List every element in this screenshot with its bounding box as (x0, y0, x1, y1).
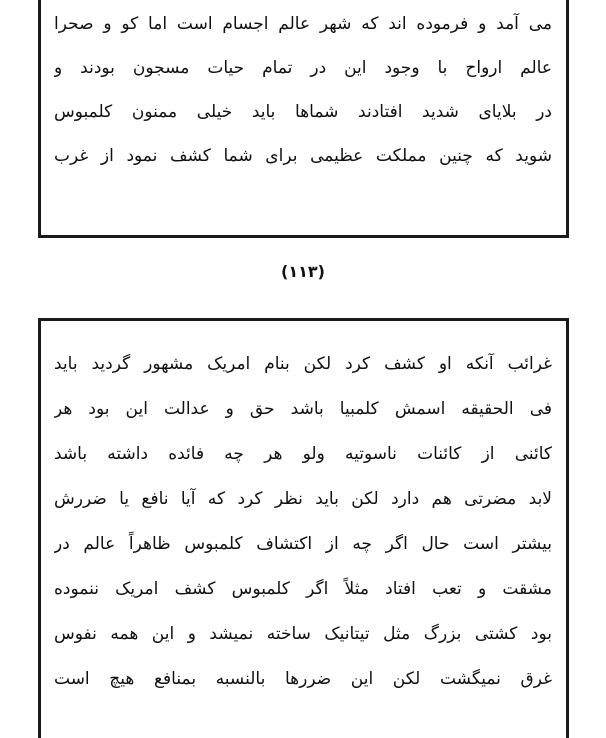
lower-text-block (54, 342, 552, 702)
text-line: غرق نمیگشت لکن این ضررها بالنسبه بمنافع هیچ است (54, 669, 552, 689)
page-number: (۱۱۳) (281, 262, 325, 281)
upper-text-block (54, 2, 552, 178)
text-line: بود کشتی بزرگ مثل تیتانیک ساخته نمیشد و این همه نفوس (54, 624, 552, 644)
text-line: می آمد و فرموده اند که شهر عالم اجسام است اما کو و صحرا (54, 14, 552, 34)
text-line: بیشتر است حال اگر چه از اکتشاف کلمبوس ظاهراً عالم در (54, 534, 552, 554)
text-line: عالم ارواح با وجود این در تمام حیات مسجون بودند و (54, 58, 552, 78)
text-line: لابد مضرتی هم دارد لکن باید نظر کرد که آیا نافع یا ضررش (54, 489, 552, 509)
text-line: در بلایای شدید افتادند شماها باید خیلی ممنون کلمبوس (54, 102, 552, 122)
text-line: غرائب آنکه او کشف کرد لکن بنام امریک مشهور گردید باید (54, 354, 552, 374)
text-line: شوید که چنین مملکت عظیمی برای شما کشف نمود از غرب (54, 146, 552, 166)
text-line: فی الحقیقه اسمش کلمبیا باشد حق و عدالت این بود هر (54, 399, 552, 419)
text-line: کائنی از کائنات ناسوتیه ولو هر چه فائده داشته باشد (54, 444, 552, 464)
text-line: مشقت و تعب افتاد مثلاً اگر کلمبوس کشف امریک ننموده (54, 579, 552, 599)
